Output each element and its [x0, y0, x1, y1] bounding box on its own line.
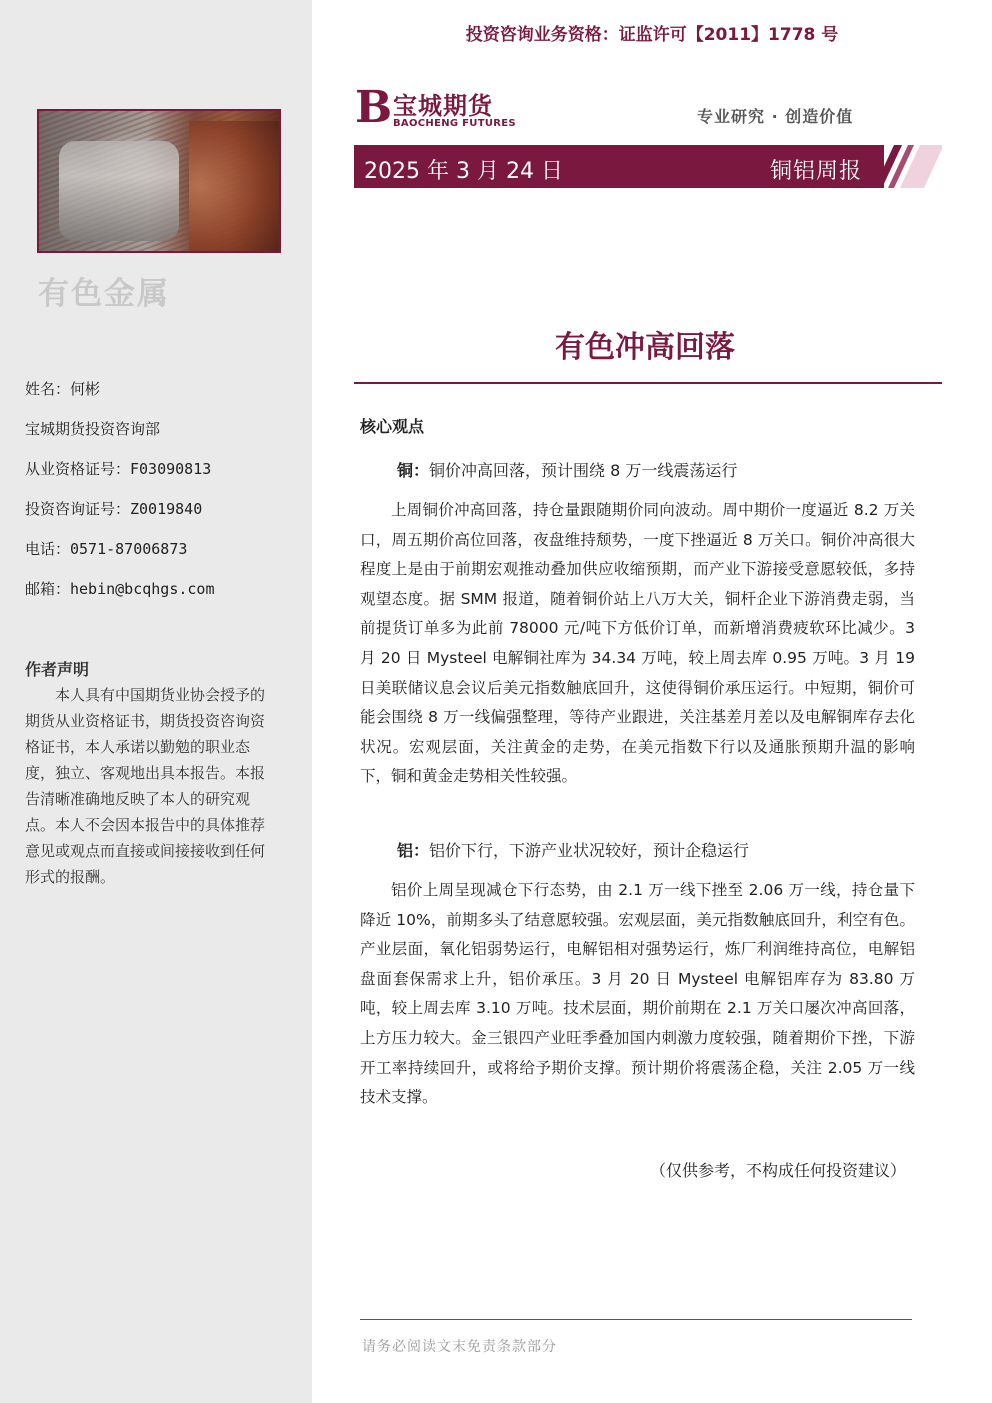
- copper-summary-text: 铜价冲高回落，预计围绕 8 万一线震荡运行: [429, 461, 738, 480]
- section-heading: 核心观点: [360, 417, 425, 436]
- slogan: 专业研究 · 创造价值: [697, 107, 854, 126]
- report-date: 2025 年 3 月 24 日: [364, 159, 563, 184]
- sidebar: [0, 0, 312, 1403]
- disclaimer: （仅供参考，不构成任何投资建议）: [649, 1161, 906, 1180]
- copper-summary: [397, 458, 737, 481]
- copper-analysis: 上周铜价冲高回落，持仓量跟随期价同向波动。周中期价一度逼近 8.2 万关口，周五期价高位回落，夜盘维持颓势，一度下挫逼近 8 万关口。铜价冲高很大程度上是由于前期宏观推动叠加供应收缩预期，而产业下游接受意愿较低，多持观望态度。据 SMM 报道，随着铜价站上八万大关，铜杆企业下游消费走弱，当前提货订单多为此前 78000 元/吨下方低价订单，而新增消费疲软环比减少。3 月 20 日 Mysteel 电解铜社库为 34.34 万吨，较上周去库 0.95 万吨。3 月 19 日美联储议息会议后美元指数触底回升，这使得铜价承压运行。中短期，铜价可能会围绕 8 万一线偏强整理，等待产业跟进，关注基差月差以及电解铜库存去化状况。宏观层面，关注黄金的走势，在美元指数下行以及通胀预期升温的影响下，铜和黄金走势相关性较强。: [360, 501, 915, 786]
- report-type: 铜铝周报: [769, 159, 862, 184]
- aluminum-analysis: 铝价上周呈现减仓下行态势，由 2.1 万一线下挫至 2.06 万一线，持仓量下降近 10%，前期多头了结意愿较强。宏观层面，美元指数触底回升，利空有色。产业层面，氧化铝弱势运行，电解铝相对强势运行，炼厂利润维持高位，电解铝盘面套保需求上升，铝价承压。3 月 20 日 Mysteel 电解铝库存为 83.80 万吨，较上周去库 3.10 万吨。技术层面，期价前期在 2.1 万关口屡次冲高回落，上方压力较大。金三银四产业旺季叠加国内刺激力度较强，随着期价下挫，下游开工率持续回升，或将给予期价支撑。预计期价将震荡企稳，关注 2.05 万一线技术支撑。: [360, 881, 915, 1107]
- footer-divider: [360, 1319, 912, 1320]
- consulting-license: 投资咨询证号：Z0019840: [25, 500, 203, 518]
- logo-en-name: BAOCHENG FUTURES: [393, 118, 516, 129]
- department: 宝城期货投资咨询部: [25, 420, 161, 438]
- footer-note: 请务必阅读文末免责条款部分: [362, 1339, 557, 1355]
- aluminum-summary: [397, 838, 749, 861]
- page-title: 有色冲高回落: [555, 330, 735, 365]
- copper-label: 铜：: [397, 461, 430, 480]
- declaration-body: 本人具有中国期货业协会授予的期货从业资格证书，期货投资咨询资格证书，本人承诺以勤勉的职业态度，独立、客观地出具本报告。本报告清晰准确地反映了本人的研究观点。本人不会因本报告中的具体推荐意见或观点而直接或间接接收到任何形式的报酬。: [25, 686, 266, 886]
- logo-cn-name: 宝城期货: [393, 92, 493, 120]
- banner-stripes-decoration: [860, 145, 942, 188]
- author-name: 姓名：何彬: [25, 380, 101, 398]
- cover-photo: [37, 109, 281, 253]
- license-line: 投资咨询业务资格：证监许可【2011】1778 号: [465, 25, 839, 45]
- logo-mark: B: [355, 82, 393, 133]
- aluminum-summary-text: 铝价下行，下游产业状况较好，预计企稳运行: [429, 841, 750, 860]
- cover-photo-copper-coil: [189, 121, 281, 251]
- practice-license: 从业资格证号：F03090813: [25, 460, 212, 478]
- email[interactable]: 邮箱：hebin@bcqhgs.com: [25, 580, 215, 598]
- declaration-title: 作者声明: [25, 660, 90, 679]
- cover-photo-cylinder: [59, 141, 179, 241]
- phone: 电话：0571-87006873: [25, 540, 188, 558]
- title-divider: [354, 382, 942, 384]
- aluminum-label: 铝：: [397, 841, 430, 860]
- sector-label: 有色金属: [38, 276, 170, 312]
- company-logo: [355, 82, 525, 133]
- date-banner: [354, 145, 884, 188]
